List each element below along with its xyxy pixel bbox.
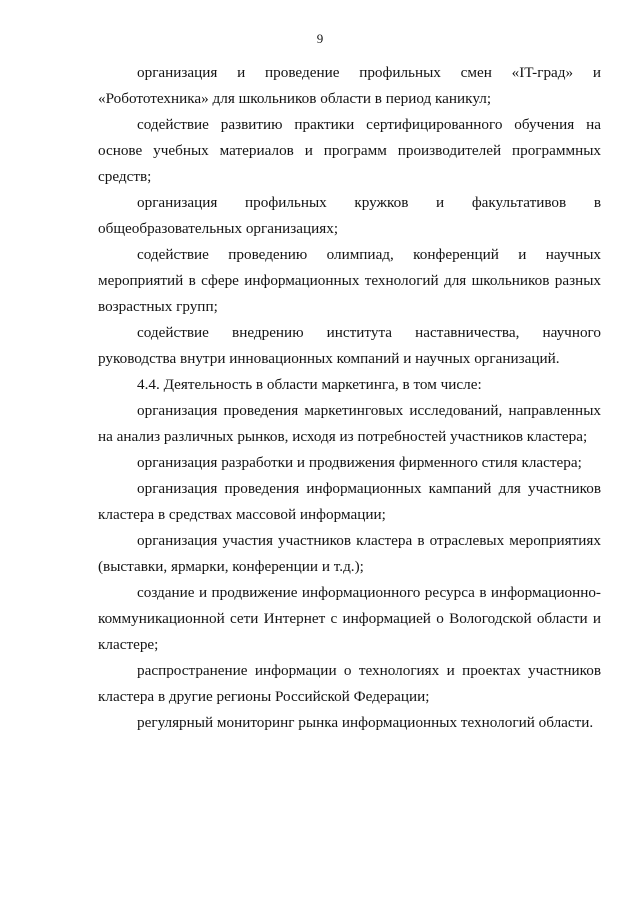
paragraph [98, 658, 601, 710]
text-line: 4.4. Деятельность в области маркетинга, в том числе: [137, 376, 482, 393]
section-heading [98, 372, 601, 398]
paragraph [98, 476, 601, 528]
text-line: коммуникационной сети Интернет с информацией о Вологодской области и [98, 610, 601, 627]
paragraph [98, 242, 601, 320]
text-line: кластера в другие регионы Российской Федерации; [98, 688, 430, 705]
paragraph [98, 398, 601, 450]
text-line: распространение информации о технологиях и проектах участников [137, 662, 601, 679]
text-line: «Робототехника» для школьников области в период каникул; [98, 90, 492, 107]
text-line: (выставки, ярмарки, конференции и т.д.); [98, 558, 364, 575]
paragraph [98, 580, 601, 658]
text-line: средств; [98, 168, 152, 185]
paragraph [98, 190, 601, 242]
text-line: кластере; [98, 636, 159, 653]
paragraph [98, 112, 601, 190]
paragraph [98, 710, 601, 736]
text-line: основе учебных материалов и программ производителей программных [98, 142, 601, 159]
text-line: кластера в средствах массовой информации; [98, 506, 386, 523]
text-line: создание и продвижение информационного ресурса в информационно- [137, 584, 601, 601]
document-body [98, 60, 601, 736]
text-line: на анализ различных рынков, исходя из потребностей участников кластера; [98, 428, 588, 445]
text-line: содействие внедрению института наставничества, научного [137, 324, 601, 341]
text-line: организация участия участников кластера в отраслевых мероприятиях [137, 532, 601, 549]
paragraph [98, 320, 601, 372]
text-line: содействие развитию практики сертифицированного обучения на [137, 116, 601, 133]
text-line: организация проведения маркетинговых исследований, направленных [137, 402, 601, 419]
paragraph [98, 528, 601, 580]
text-line: организация профильных кружков и факультативов в [137, 194, 601, 211]
page-number: 9 [316, 31, 324, 46]
text-line: организация проведения информационных кампаний для участников [137, 480, 601, 497]
paragraph [98, 60, 601, 112]
text-line: организация и проведение профильных смен «IT-град» и [137, 64, 601, 81]
text-line: общеобразовательных организациях; [98, 220, 339, 237]
text-line: возрастных групп; [98, 298, 218, 315]
text-line: организация разработки и продвижения фирменного стиля кластера; [137, 454, 582, 471]
text-line: мероприятий в сфере информационных технологий для школьников разных [98, 272, 601, 289]
text-line: содействие проведению олимпиад, конференций и научных [137, 246, 601, 263]
paragraph [98, 450, 601, 476]
text-line: регулярный мониторинг рынка информационных технологий области. [137, 714, 594, 731]
text-line: руководства внутри инновационных компаний и научных организаций. [98, 350, 560, 367]
